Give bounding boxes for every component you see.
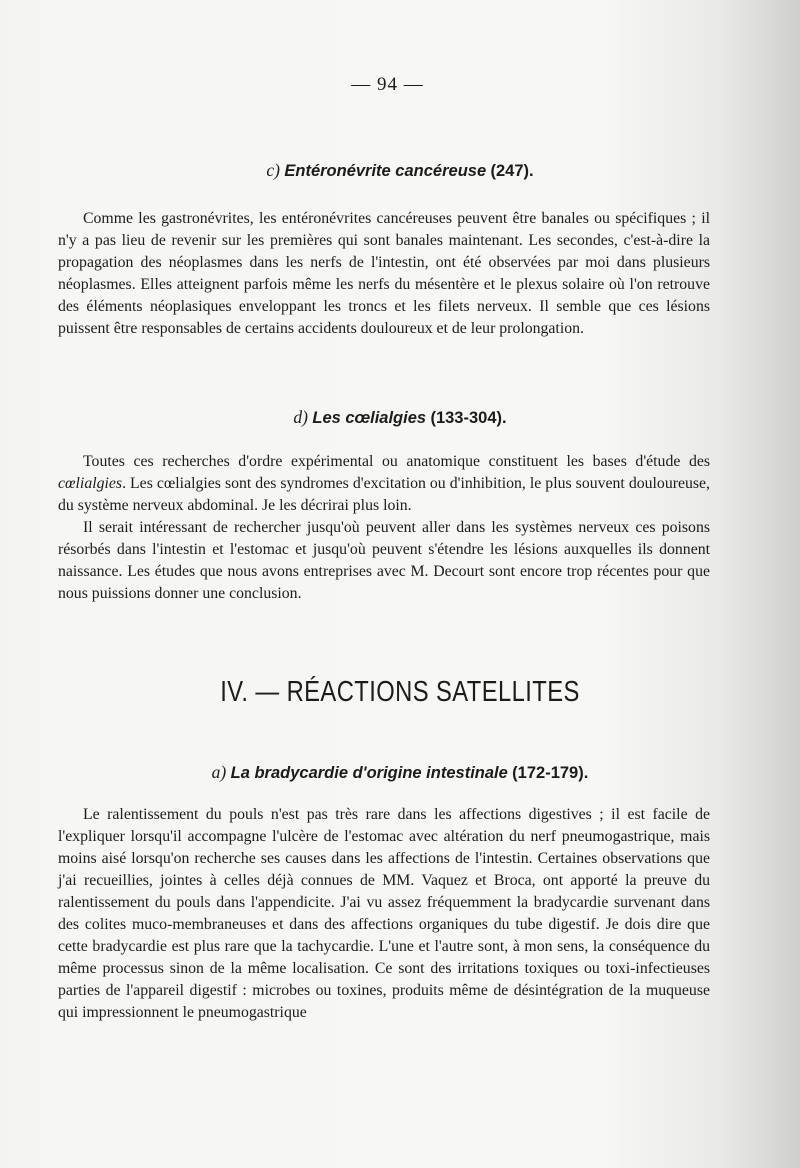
page-number: — 94 —: [351, 74, 424, 95]
section-title: Les cœlialgies: [312, 409, 427, 427]
section-heading-d: [0, 407, 800, 428]
section-heading-a: [0, 762, 800, 783]
section-letter: d): [293, 407, 308, 427]
text-run: . Les cœlialgies sont des syndromes d'excitation ou d'inhibition, le plus souvent douloureuse, du système nerveux abdominal. Je les décrirai plus loin.: [58, 475, 710, 514]
chapter-title: IV. — RÉACTIONS SATELLITES: [220, 676, 580, 708]
paragraph: Il serait intéressant de rechercher jusqu'où peuvent aller dans les systèmes nerveux ces poisons résorbés dans l'intestin et l'estomac et jusqu'où peuvent s'étendre les lésions auxquelles ils donnent naissance. Les études que nous avons entreprises avec M. Decourt sont encore trop récentes pour que nous puissions donner une conclusion.: [58, 519, 710, 602]
paragraph: [58, 451, 710, 517]
section-title: La bradycardie d'origine intestinale: [230, 764, 508, 782]
section-reference: (172-179).: [512, 764, 589, 782]
section-letter: a): [211, 762, 227, 782]
italic-term: cœlialgies: [58, 475, 123, 492]
paragraph: Comme les gastronévrites, les entéronévrites cancéreuses peuvent être banales ou spécifiques ; il n'y a pas lieu de revenir sur les premières qui sont banales maintenant. Les secondes, c'est-à-dire la propagation des néoplasmes dans les nerfs de l'intestin, ont été observées par moi dans plusieurs néoplasmes. Elles atteignent parfois même les nerfs du mésentère et le plexus solaire où l'on retrouve des éléments néoplasiques enveloppant les troncs et les filets nerveux. Il semble que ces lésions puissent être responsables de certains accidents douloureux et de leur prolongation.: [58, 210, 710, 337]
section-letter: c): [266, 160, 280, 180]
text-run: Toutes ces recherches d'ordre expérimental ou anatomique constituent les bases d'étude des: [83, 453, 710, 470]
section-reference: (133-304).: [430, 409, 507, 427]
paragraph: Le ralentissement du pouls n'est pas très rare dans les affections digestives ; il est facile de l'expliquer lorsqu'il accompagne l'ulcère de l'estomac avec altération du nerf pneumogastrique, mais moins aisé lorsqu'on recherche ses causes dans les affections de l'intestin. Certaines observations que j'ai recueillies, jointes à celles déjà connues de MM. Vaquez et Broca, ont apporté la preuve du ralentissement du pouls dans l'appendicite. J'ai vu assez fréquemment la bradycardie survenant dans des colites muco-membraneuses et dans des affections organiques du tube digestif. Je dois dire que cette bradycardie est plus rare que la tachycardie. L'une et l'autre sont, à mon sens, la conséquence du même processus sinon de la même localisation. Ce sont des irritations toxiques ou toxi-infectieuses parties de l'appareil digestif : microbes ou toxines, produits même de désintégration de la muqueuse qui impressionnent le pneumogastrique: [58, 806, 710, 1021]
section-title: Entéronévrite cancéreuse: [284, 162, 487, 180]
section-reference: (247).: [490, 162, 534, 180]
section-heading-c: [0, 160, 800, 181]
